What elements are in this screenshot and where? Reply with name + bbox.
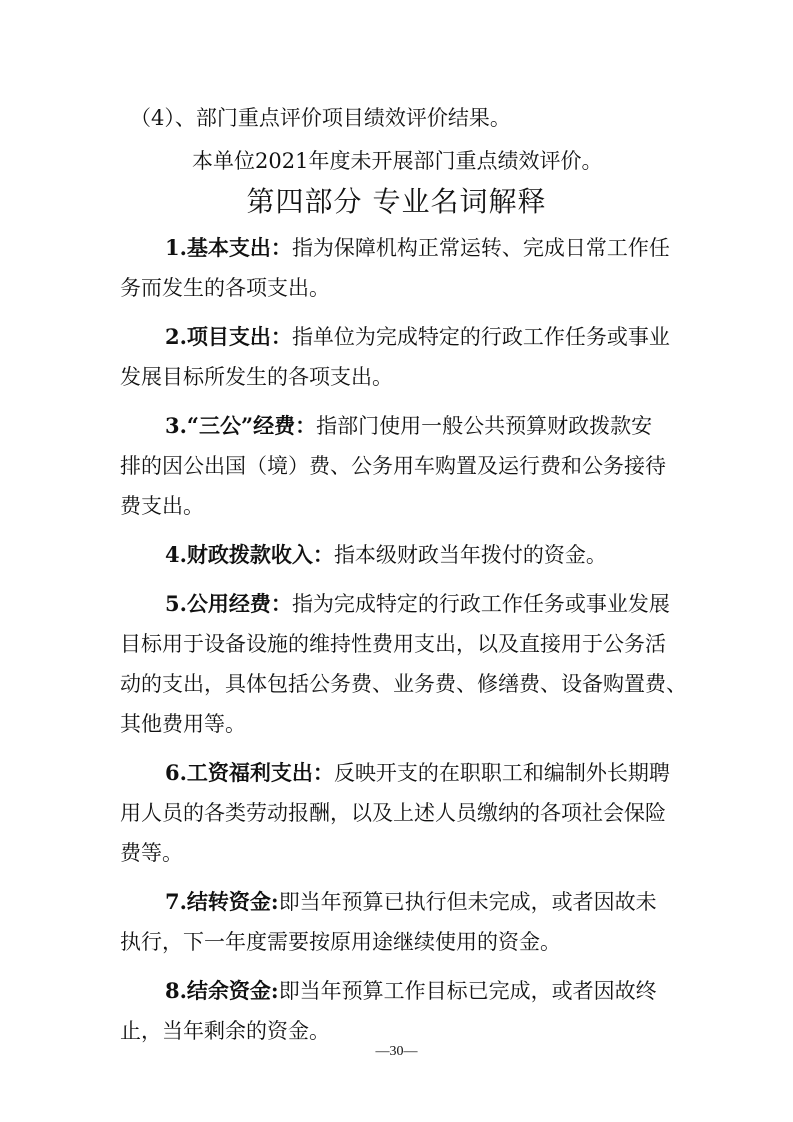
definition-text: 指为完成特定的行政工作任务或事业发展: [291, 592, 670, 616]
definition-text: 指部门使用一般公共预算财政拨款安: [316, 414, 653, 438]
definition-text: 即当年预算工作目标已完成，或者因故终: [278, 979, 657, 1003]
term-label: 7.结转资金:: [165, 889, 279, 914]
definition-wages-welfare: [165, 753, 793, 793]
term-label: 5.公用经费：: [165, 591, 292, 616]
definition-continuation: 止，当年剩余的资金。: [120, 1019, 330, 1043]
definition-three-public-expenses: [165, 406, 793, 446]
term-label: 4.财政拨款收入：: [165, 542, 334, 567]
definition-continuation: 费支出。: [120, 494, 204, 518]
note-no-evaluation: 本单位2021年度未开展部门重点绩效评价。: [192, 149, 603, 173]
definition-text: 即当年预算已执行但未完成，或者因故未: [278, 890, 657, 914]
definition-text: 指为保障机构正常运转、完成日常工作任: [291, 236, 670, 260]
definition-text: 指单位为完成特定的行政工作任务或事业: [291, 325, 670, 349]
definition-text: 反映开支的在职职工和编制外长期聘: [333, 761, 670, 785]
subheading-item-4: （4）、部门重点评价项目绩效评价结果。: [130, 106, 511, 130]
definition-continuation: 务而发生的各项支出。: [120, 276, 330, 300]
definition-continuation: 其他费用等。: [120, 712, 246, 736]
definition-continuation: 排的因公出国（境）费、公务用车购置及运行费和公务接待: [120, 454, 666, 478]
definition-surplus-funds: [165, 971, 793, 1011]
section-title: 第四部分 专业名词解释: [246, 185, 547, 218]
term-label: 6.工资福利支出：: [165, 760, 334, 785]
definition-basic-expenditure: [165, 228, 793, 268]
definition-continuation: 目标用于设备设施的维持性费用支出，以及直接用于公务活: [120, 632, 666, 656]
definition-text: 指本级财政当年拨付的资金。: [333, 543, 607, 567]
definition-continuation: 执行，下一年度需要按原用途继续使用的资金。: [120, 930, 561, 954]
definition-public-expenses: [165, 584, 793, 624]
definition-fiscal-appropriation-income: [165, 535, 793, 575]
definition-project-expenditure: [165, 317, 793, 357]
term-label: 3.“三公”经费：: [165, 413, 317, 438]
definition-continuation: 费等。: [120, 841, 183, 865]
term-label: 2.项目支出：: [165, 324, 292, 349]
term-label: 8.结余资金:: [165, 978, 279, 1003]
definition-continuation: 动的支出，具体包括公务费、业务费、修缮费、设备购置费、: [120, 672, 687, 696]
definition-carried-over-funds: [165, 882, 793, 922]
term-label: 1.基本支出：: [165, 235, 292, 260]
page-number: —30—: [375, 1044, 418, 1059]
definition-continuation: 发展目标所发生的各项支出。: [120, 365, 393, 389]
definition-continuation: 用人员的各类劳动报酬，以及上述人员缴纳的各项社会保险: [120, 801, 666, 825]
